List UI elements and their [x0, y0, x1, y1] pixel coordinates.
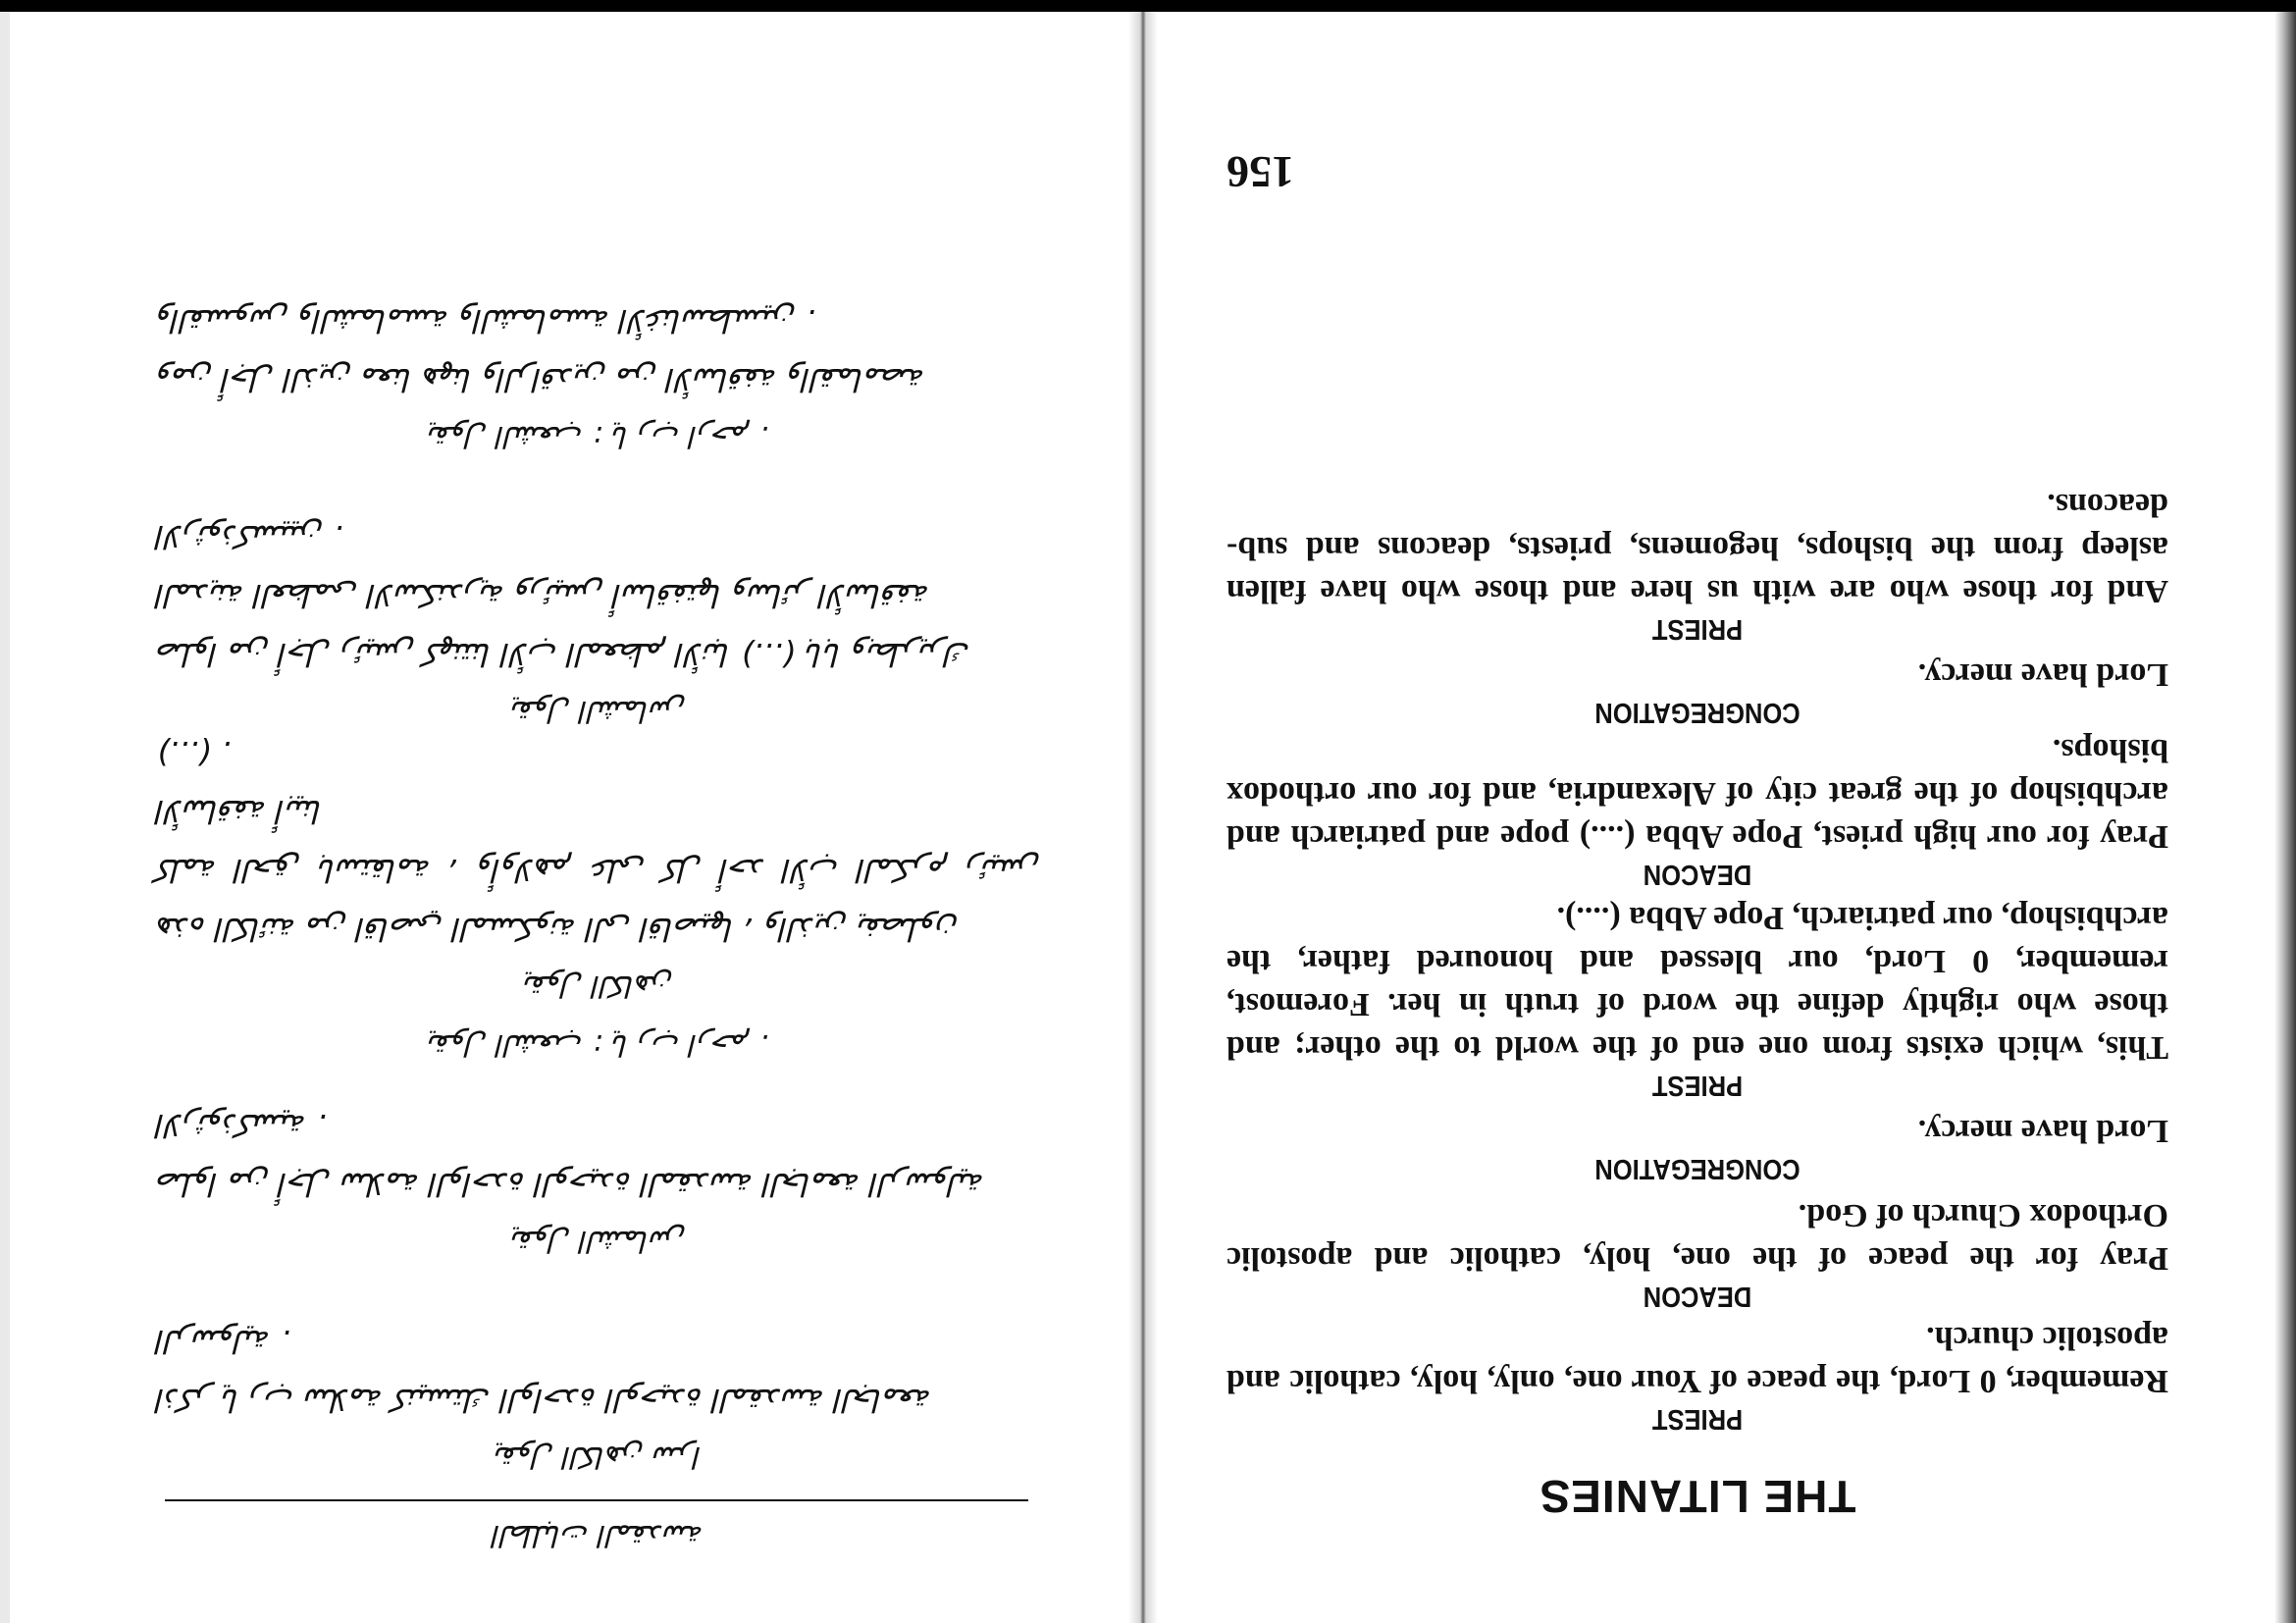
arabic-line: ﻭﺍﻟﻘﺴﻮﺱ ﻭﺍﻟﺸﻤﺎﻣﺴﺔ ﻭﺍﻟﺸﻤﺎﻣﺴﺔ ﺍﻷﻏﻨﺎﺳﻄﺴﻴﻦ . — [157, 302, 816, 340]
arabic-block-4 — [157, 723, 1040, 1003]
section-deacon-2 — [1226, 728, 2168, 890]
section-heading: PRIEST — [1651, 1403, 1744, 1435]
arabic-block-2 — [157, 1096, 1040, 1258]
arabic-line: ﺍﻟﻤﺪﻳﻨﺔ ﺍﻟﻌﻈﻤﻰ ﺍﻻﺳﻜﻨﺪﺭﻳﺔ ﻭﺭﺋﻴﺲ ﺃﺳﺎﻗﻔﺘﻬﺎ ﻭﺳﺎﺋﺮ ﺍﻷﺳﺎﻗﻔﺔ — [157, 577, 931, 614]
left-page — [157, 139, 1040, 1552]
arabic-footer-heading: ﺍﻟﻄﻠﺒﺎﺕ ﺍﻟﻤﻘﺪﺳﺔ — [493, 1518, 704, 1552]
arabic-block-heading: ﻳﻘﻮﻝ ﺍﻟﺸﻌﺐ : ﻳﺎ ﺭﺏ ﺍﺭﺣﻢ . — [428, 419, 769, 453]
arabic-line: ﺻﻠﻮﺍ ﻣﻦ ﺃﺟﻞ ﺭﺋﻴﺲ ﻛﻬﻨﺘﻨﺎ ﺍﻷﺏ ﺍﻟﻤﻌﻈﻢ ﺍﻷﻧﺒﺎ (...) ﺑﺎﺑﺎ ﻭﺑﻄﺮﻳﺮﻙ — [157, 636, 971, 673]
arabic-line: ﺍﻻﺭﺛﻮﺫﻛﺴﻴﺔ . — [157, 1107, 328, 1144]
arabic-block-heading: ﻳﻘﻮﻝ ﺍﻟﺸﻤﺎﺱ — [511, 694, 686, 728]
arabic-block-heading: ﻳﻘﻮﻝ ﺍﻟﻜﺎﻫﻦ — [523, 969, 674, 1003]
section-priest-2 — [1226, 896, 2168, 1101]
arabic-line: ﻭﻣﻦ ﺃﺟﻞ ﺍﻟﺬﻳﻦ ﻣﻌﻨﺎ ﻫﻬﻨﺎ ﻭﺍﻟﺮﺍﻗﺪﻳﻦ ﻣﻦ ﺍﻷﺳﺎﻗﻔﺔ ﻭﺍﻟﻘﻤﺎﻣﺼﺔ — [157, 361, 926, 398]
section-text: Pray for our high priest, Pope Abba (....) pope and patriarch and archbishop of the great city of Alexandria, and for our orthodox bishops. — [1226, 732, 2168, 855]
left-page-edge — [0, 12, 10, 1623]
section-congregation-1 — [1226, 1109, 2168, 1184]
arabic-line: ﻫﺬﻩ ﺍﻟﻜﺎﺋﻨﺔ ﻣﻦ ﺍﻗﺎﺻﻲ ﺍﻟﻤﺴﻜﻮﻧﺔ ﺍﻟﻰ ﺍﻗﺎﺻﻴﻬﺎ ، ﻭﺍﻟﺬﻳﻦ ﻳﻔﺼﻠﻮﻥ — [157, 911, 960, 948]
arabic-line: (...) . — [157, 734, 232, 771]
section-text: Pray for the peace of the one, holy, catholic and apostolic Orthodox Church of God. — [1226, 1197, 2168, 1277]
book-spread — [0, 12, 2296, 1623]
section-priest-3 — [1226, 483, 2168, 645]
arabic-footer — [157, 1508, 1040, 1552]
arabic-block-1 — [157, 1312, 1040, 1474]
arabic-block-6 — [157, 291, 1040, 453]
section-heading: DEACON — [1643, 859, 1752, 890]
right-page — [1217, 130, 2168, 1523]
right-page-edge — [2274, 12, 2296, 1623]
book-gutter — [1128, 12, 1158, 1623]
arabic-line: ﺍﻟﺮﺳﻮﻟﻴﺔ . — [157, 1323, 291, 1360]
arabic-line: ﻛﻠﻤﺔ ﺍﻟﺤﻖ ﺑﺎﺳﺘﻘﺎﻣﺔ ، ﻭﺃﻭﻻﻫﻢ ﻋﻠﻰ ﻛﻞ ﺃﺣﺪ ﺍﻷﺏ ﺍﻟﻤﻜﺮﻡ ﺭﺋﻴﺲ ﺍﻷﺳﺎﻗﻔﺔ ﺃﺑﻴﻨﺎ — [156, 793, 1040, 889]
section-congregation-2 — [1226, 653, 2168, 728]
arabic-line: ﺍﻻﺭﺛﻮﺫﻛﺴﻴﻴﻦ . — [157, 518, 344, 555]
arabic-block-heading: ﻳﻘﻮﻝ ﺍﻟﺸﻤﺎﺱ — [511, 1224, 686, 1258]
section-text: Lord have mercy. — [1917, 1113, 2168, 1149]
section-deacon-1 — [1226, 1193, 2168, 1312]
page-number-block — [1226, 146, 2168, 198]
arabic-line: ﺻﻠﻮﺍ ﻣﻦ ﺃﺟﻞ ﺳﻼﻣﺔ ﺍﻟﻮﺍﺣﺪﺓ ﺍﻟﻮﺣﻴﺪﺓ ﺍﻟﻤﻘﺪﺳﺔ ﺍﻟﺠﺎﻣﻌﺔ ﺍﻟﺮﺳﻮﻟﻴﺔ — [157, 1166, 985, 1203]
section-text: This, which exists from one end of the world to the other; and those who rightly define the word of truth in her. Foremost, remember, 0 Lord, our blessed and honoured father, the archbishop, our patriarch, Pope Abba (....). — [1226, 900, 2168, 1066]
arabic-separator — [165, 1499, 1028, 1501]
section-priest-1 — [1226, 1316, 2168, 1435]
page-title: THE LITANIES — [1539, 1471, 1856, 1522]
arabic-block-heading: ﻳﻘﻮﻝ ﺍﻟﺸﻌﺐ : ﻳﺎ ﺭﺏ ﺍﺭﺣﻢ . — [428, 1027, 769, 1062]
section-text: Remember, 0 Lord, the peace of Your one, only, holy, catholic and apostolic church. — [1226, 1320, 2168, 1399]
section-heading: PRIEST — [1651, 613, 1744, 645]
section-text: And for those who are with us here and those who have fallen asleep from the bishops, hegomens, priests, deacons and sub-deacons. — [1226, 487, 2168, 609]
section-heading: PRIEST — [1651, 1070, 1744, 1101]
arabic-block-heading: ﻳﻘﻮﻝ ﺍﻟﻜﺎﻫﻦ ﺳﺮﺍ — [495, 1440, 703, 1474]
title-block — [1226, 1470, 2168, 1523]
arabic-block-5 — [157, 507, 1040, 728]
section-text: Lord have mercy. — [1917, 656, 2168, 693]
page-number: 156 — [1226, 147, 1294, 197]
section-heading: CONGREGATION — [1594, 1153, 1800, 1184]
section-heading: CONGREGATION — [1594, 697, 1800, 728]
arabic-line: ﺍﺫﻛﺮ ﻳﺎ ﺭﺏ ﺳﻼﻣﺔ ﻛﻨﻴﺴﺘﻚ ﺍﻟﻮﺍﺣﺪﺓ ﺍﻟﻮﺣﻴﺪﺓ ﺍﻟﻤﻘﺪﺳﺔ ﺍﻟﺠﺎﻣﻌﺔ — [157, 1382, 933, 1419]
arabic-block-3 — [157, 1018, 1040, 1062]
section-heading: DEACON — [1643, 1281, 1752, 1312]
